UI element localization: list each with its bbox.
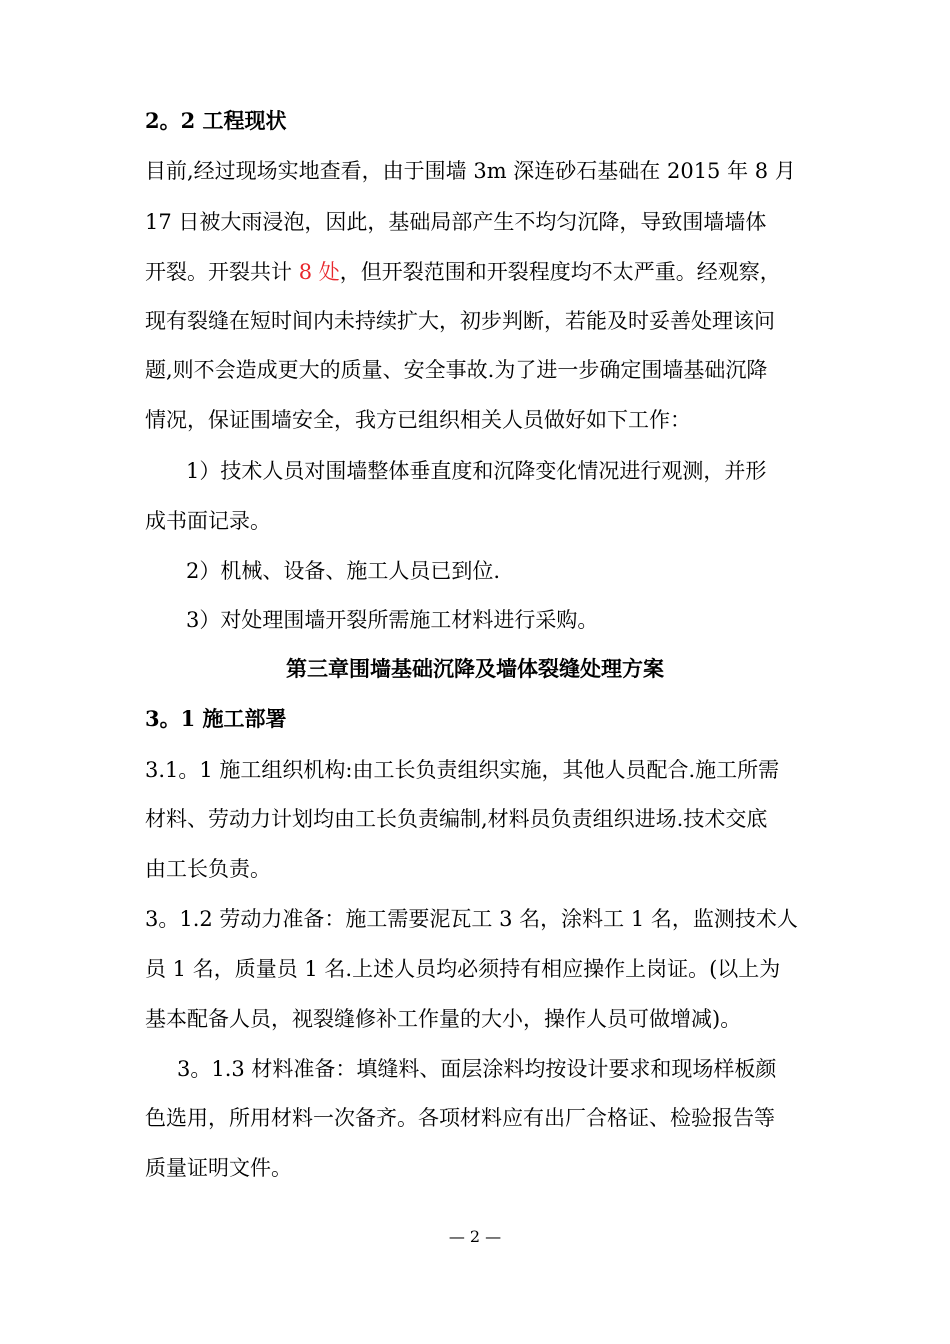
paragraph-line: 目前,经过现场实地查看，由于围墙 3m 深连砂石基础在 2015 年 8 月	[145, 159, 796, 183]
section-2-2-heading: 2。2 工程现状	[145, 108, 287, 133]
paragraph-line: 3.1。1 施工组织机构:由工长负责组织实施，其他人员配合.施工所需	[145, 758, 780, 782]
text-span: 开裂。开裂共计	[145, 260, 299, 284]
paragraph-line: 员 1 名，质量员 1 名.上述人员均必须持有相应操作上岗证。(以上为	[145, 957, 781, 981]
chapter-title: 第三章围墙基础沉降及墙体裂缝处理方案	[286, 656, 664, 681]
paragraph-line	[145, 258, 825, 286]
list-item-3: 3）对处理围墙开裂所需施工材料进行采购。	[186, 608, 599, 632]
paragraph-line: 基本配备人员，视裂缝修补工作量的大小，操作人员可做增减)。	[145, 1007, 742, 1031]
paragraph-line: 情况，保证围墙安全，我方已组织相关人员做好如下工作：	[145, 408, 691, 432]
paragraph-line: 由工长负责。	[145, 857, 271, 881]
paragraph-line: 题,则不会造成更大的质量、安全事故.为了进一步确定围墙基础沉降	[145, 358, 768, 382]
list-item-2: 2）机械、设备、施工人员已到位.	[186, 559, 501, 583]
paragraph-line: 3。1.3 材料准备：填缝料、面层涂料均按设计要求和现场样板颜	[177, 1057, 777, 1081]
paragraph-line: 现有裂缝在短时间内未持续扩大，初步判断，若能及时妥善处理该问	[145, 309, 775, 333]
paragraph-line: 材料、劳动力计划均由工长负责编制,材料员负责组织进场.技术交底	[145, 807, 768, 831]
text-span: ，但开裂范围和开裂程度均不太严重。经观察，	[339, 260, 781, 284]
list-item-1-continuation: 成书面记录。	[145, 509, 271, 533]
highlighted-count: 8 处	[298, 260, 340, 284]
paragraph-line: 3。1.2 劳动力准备：施工需要泥瓦工 3 名，涂料工 1 名，监测技术人	[145, 907, 798, 931]
paragraph-line: 色选用，所用材料一次备齐。各项材料应有出厂合格证、检验报告等	[145, 1106, 775, 1130]
paragraph-line: 17 日被大雨浸泡，因此，基础局部产生不均匀沉降，导致围墙墙体	[145, 210, 767, 234]
page-number: — 2 —	[448, 1227, 502, 1246]
list-item-1: 1）技术人员对围墙整体垂直度和沉降变化情况进行观测，并形	[186, 459, 767, 483]
section-3-1-heading: 3。1 施工部署	[145, 706, 287, 731]
paragraph-line: 质量证明文件。	[145, 1156, 292, 1180]
